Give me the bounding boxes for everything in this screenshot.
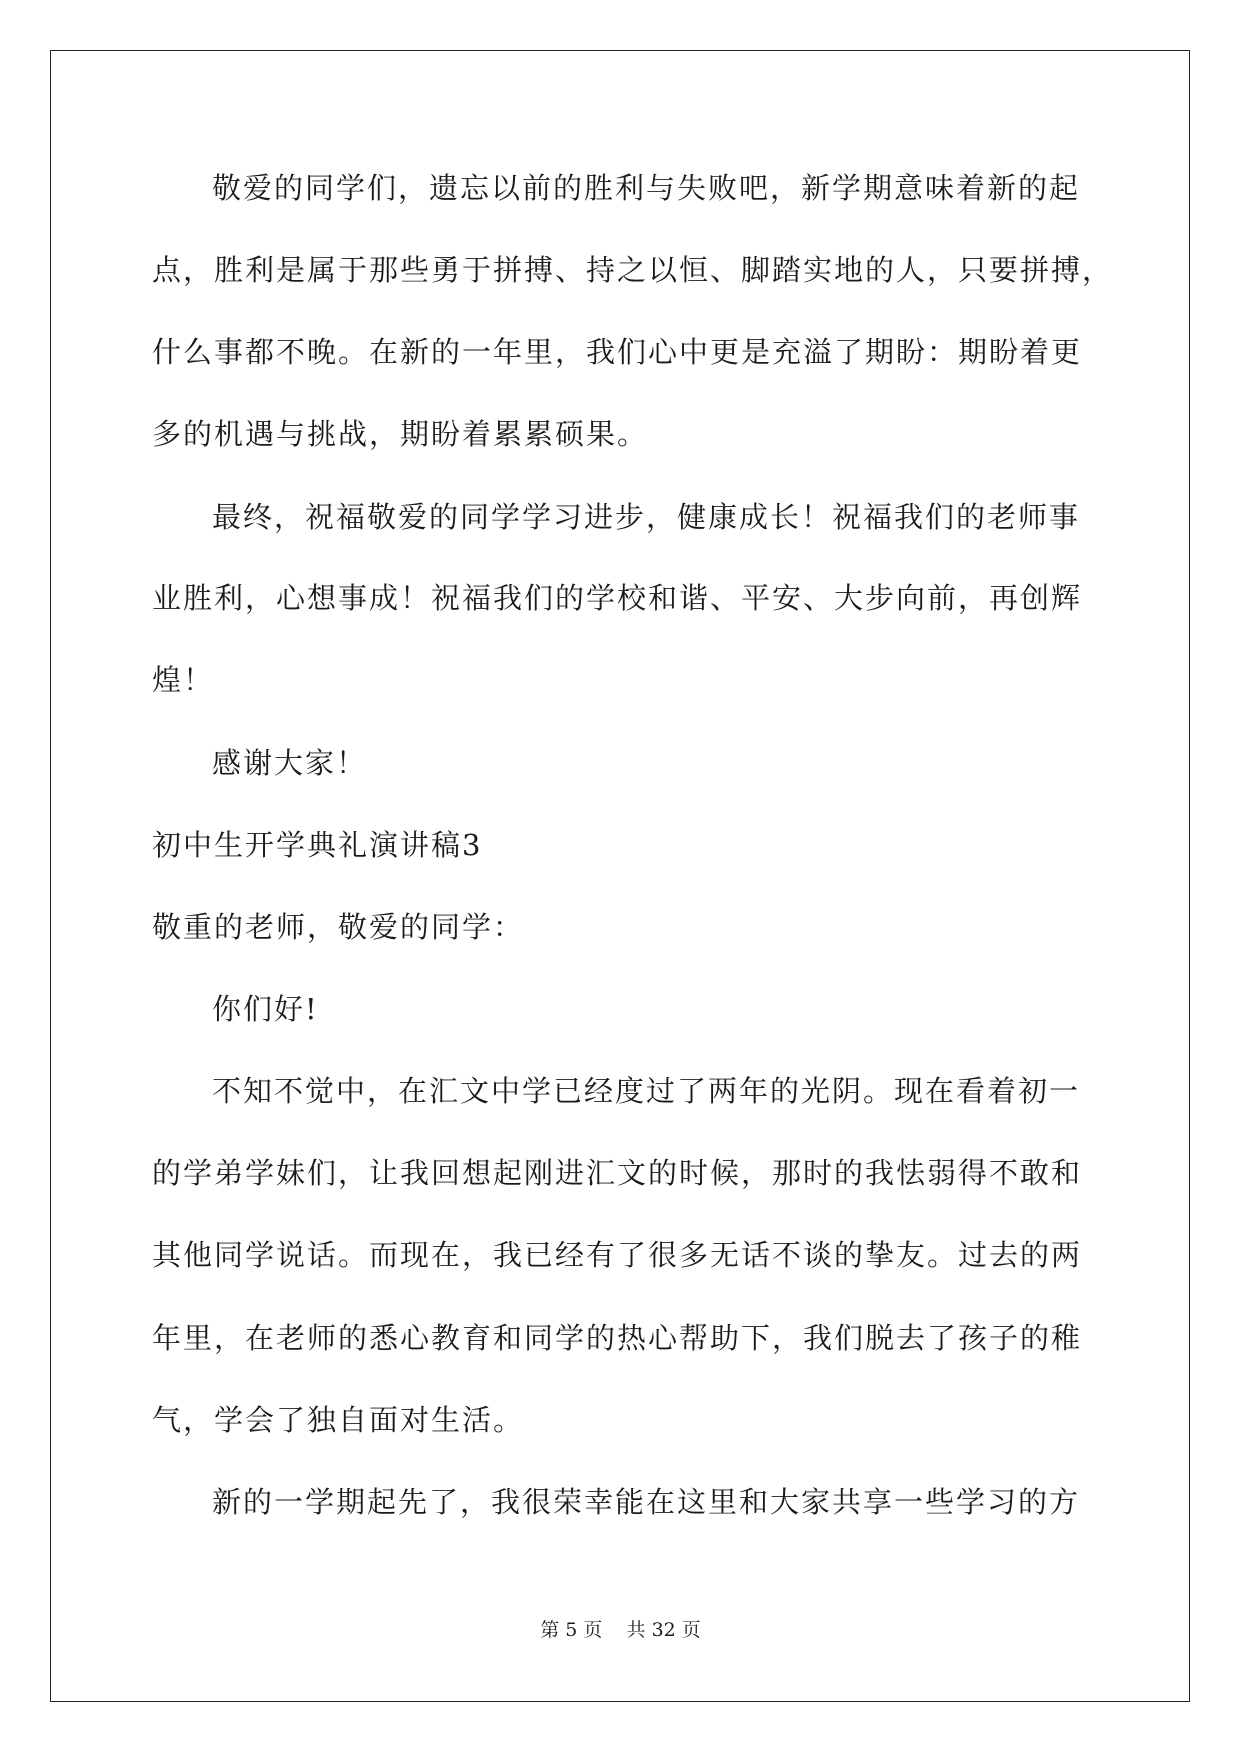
paragraph-line: 年里，在老师的悉心教育和同学的热心帮助下，我们脱去了孩子的稚	[152, 1321, 1083, 1355]
paragraph-line: 什么事都不晚。在新的一年里，我们心中更是充溢了期盼：期盼着更	[152, 335, 1083, 369]
greeting: 你们好!	[212, 992, 319, 1026]
paragraph-line: 煌！	[152, 663, 215, 697]
page-indicator: 第 5 页 共 32 页	[540, 1619, 701, 1641]
paragraph-line: 的学弟学妹们，让我回想起刚进汇文的时候，那时的我怯弱得不敢和	[152, 1156, 1083, 1190]
paragraph-line: 业胜利，心想事成！祝福我们的学校和谐、平安、大步向前，再创辉	[152, 581, 1083, 615]
paragraph-line: 多的机遇与挑战，期盼着累累硕果。	[152, 417, 649, 451]
paragraph-line: 点，胜利是属于那些勇于拼搏、持之以恒、脚踏实地的人，只要拼搏，	[152, 253, 1114, 287]
paragraph-line: 敬爱的同学们，遗忘以前的胜利与失败吧，新学期意味着新的起	[212, 171, 1081, 205]
paragraph-line: 其他同学说话。而现在，我已经有了很多无话不谈的挚友。过去的两	[152, 1238, 1083, 1272]
salutation: 敬重的老师，敬爱的同学：	[152, 910, 525, 944]
paragraph-line: 不知不觉中，在汇文中学已经度过了两年的光阴。现在看着初一	[212, 1074, 1081, 1108]
paragraph-line: 最终，祝福敬爱的同学学习进步，健康成长！祝福我们的老师事	[212, 500, 1081, 534]
paragraph-line: 气，学会了独自面对生活。	[152, 1403, 525, 1437]
paragraph-line: 新的一学期起先了，我很荣幸能在这里和大家共享一些学习的方	[212, 1485, 1081, 1519]
page-border	[50, 50, 1190, 1702]
section-heading: 初中生开学典礼演讲稿3	[152, 828, 483, 862]
closing-thanks: 感谢大家！	[212, 746, 368, 780]
